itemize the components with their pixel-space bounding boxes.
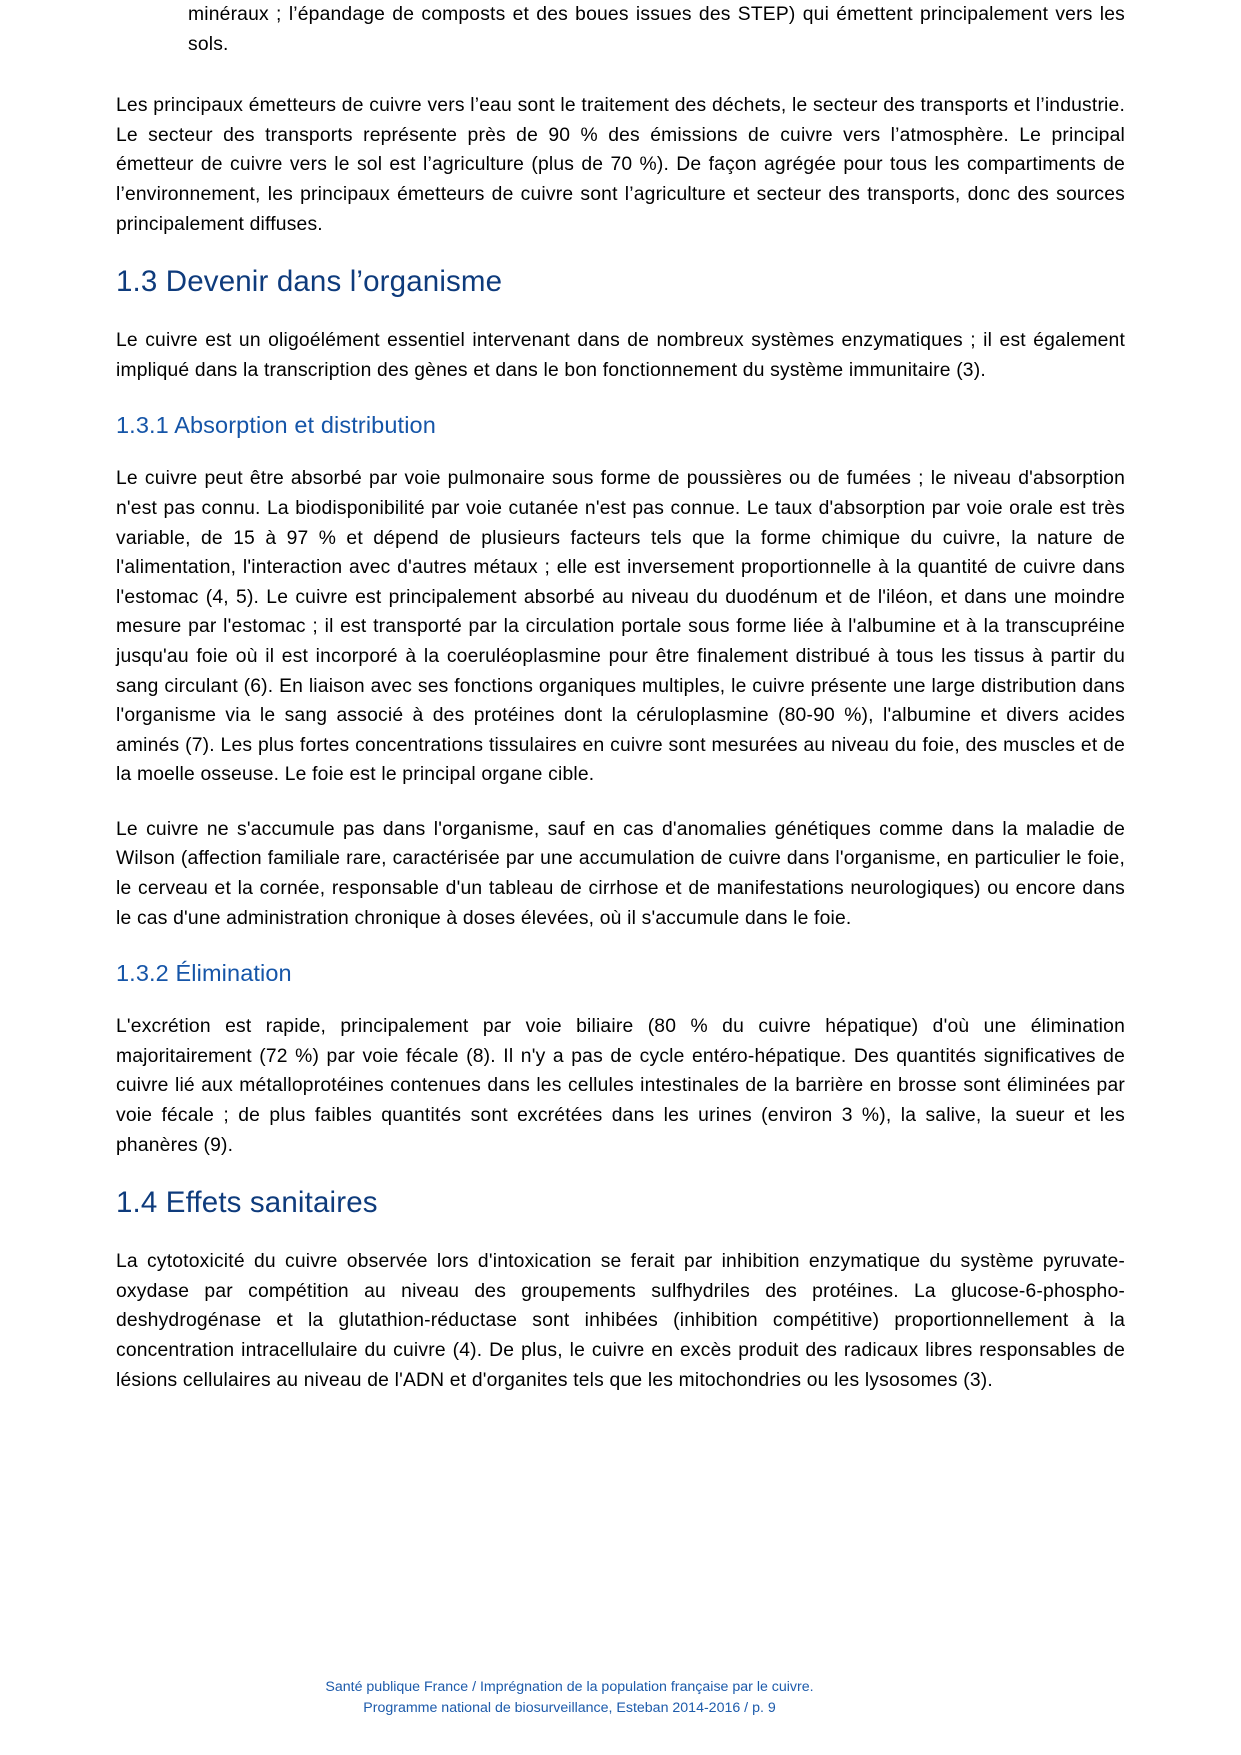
- paragraph-absorption-distribution: Le cuivre peut être absorbé par voie pulmonaire sous forme de poussières ou de fumées ; le niveau d'absorption n'est pas connu. La biodisponibilité par voie cutanée n'est pas connue. Le taux d'absorption par voie orale est très variable, de 15 à 97 % et dépend de plusieurs facteurs tels que la forme chimique du cuivre, la nature de l'alimentation, l'interaction avec d'autres métaux ; elle est inversement proportionnelle à la quantité de cuivre dans l'estomac (4, 5). Le cuivre est principalement absorbé au niveau du duodénum et de l'iléon, et dans une moindre mesure par l'estomac ; il est transporté par la circulation portale sous forme liée à l'albumine et à la transcupréine jusqu'au foie où il est incorporé à la coeruléoplasmine pour être finalement distribué à tous les tissus à partir du sang circulant (6). En liaison avec ses fonctions organiques multiples, le cuivre présente une large distribution dans l'organisme via le sang associé à des protéines dont la céruloplasmine (80-90 %), l'albumine et divers acides aminés (7). Les plus fortes concentrations tissulaires en cuivre sont mesurées au niveau du foie, des muscles et de la moelle osseuse. Le foie est le principal organe cible.: [116, 468, 1125, 786]
- heading-1-3-2-elimination: 1.3.2 Élimination: [116, 960, 292, 987]
- paragraph-emetteurs-cuivre: Les principaux émetteurs de cuivre vers l’eau sont le traitement des déchets, le secteur des transports et l’industrie. Le secteur des transports représente près de 90 % des émissions de cuivre vers l’atmosphère. Le principal émetteur de cuivre vers le sol est l’agriculture (plus de 70 %). De façon agrégée pour tous les compartiments de l’environnement, les principaux émetteurs de cuivre sont l’agriculture et secteur des transports, donc des sources principalement diffuses.: [116, 95, 1125, 235]
- paragraph-cytotoxicite: La cytotoxicité du cuivre observée lors d'intoxication se ferait par inhibition enzymatique du système pyruvate-oxydase par compétition au niveau des groupements sulfhydriles des protéines. La glucose-6-phospho-deshydrogénase et la glutathion-réductase sont inhibées (inhibition compétitive) proportionnellement à la concentration intracellulaire du cuivre (4). De plus, le cuivre en excès produit des radicaux libres responsables de lésions cellulaires au niveau de l'ADN et d'organites tels que les mitochondries ou les lysosomes (3).: [116, 1251, 1125, 1391]
- heading-1-3-1-absorption-et-distribution: 1.3.1 Absorption et distribution: [116, 412, 436, 439]
- heading-1-4-effets-sanitaires: 1.4 Effets sanitaires: [116, 1186, 378, 1220]
- page-footer: [0, 1677, 1241, 1719]
- paragraph-intro-continued: minéraux ; l’épandage de composts et des boues issues des STEP) qui émettent principalement vers les sols.: [188, 4, 1125, 55]
- document-body: [116, 0, 1125, 1420]
- paragraph-elimination: L'excrétion est rapide, principalement par voie biliaire (80 % du cuivre hépatique) d'où une élimination majoritairement (72 %) par voie fécale (8). Il n'y a pas de cycle entéro-hépatique. Des quantités significatives de cuivre lié aux métalloprotéines contenues dans les cellules intestinales de la barrière en brosse sont éliminées par voie fécale ; de plus faibles quantités sont excrétées dans les urines (environ 3 %), la salive, la sueur et les phanères (9).: [116, 1016, 1125, 1156]
- heading-1-3-devenir-dans-l-organisme: 1.3 Devenir dans l’organisme: [116, 265, 503, 299]
- paragraph-maladie-de-wilson: Le cuivre ne s'accumule pas dans l'organisme, sauf en cas d'anomalies génétiques comme dans la maladie de Wilson (affection familiale rare, caractérisée par une accumulation de cuivre dans l'organisme, en particulier le foie, le cerveau et la cornée, responsable d'un tableau de cirrhose et de manifestations neurologiques) ou encore dans le cas d'une administration chronique à doses élevées, où il s'accumule dans le foie.: [116, 818, 1125, 929]
- footer-line-source: Santé publique France / Imprégnation de la population française par le cuivre.: [325, 1679, 814, 1695]
- paragraph-oligoelement-essentiel: Le cuivre est un oligoélément essentiel intervenant dans de nombreux systèmes enzymatiques ; il est également impliqué dans la transcription des gènes et dans le bon fonctionnement du système immunitaire (3).: [116, 330, 1125, 381]
- footer-line-programme-page: Programme national de biosurveillance, Esteban 2014-2016 / p. 9: [363, 1700, 776, 1716]
